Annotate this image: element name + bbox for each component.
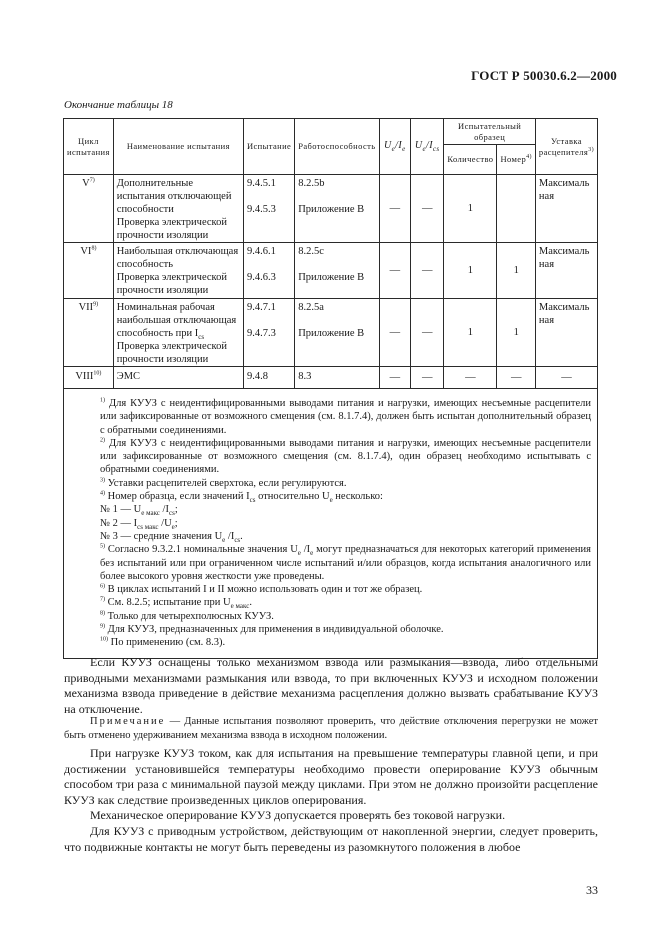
footnote-4-sample-3: № 3 — средние значения $U_e$ $/I_{cs}$.	[100, 530, 243, 545]
footnote-6: $^{6)}$ В циклах испытаний I и II можно использовать один и тот же образец.	[100, 583, 423, 596]
table-row	[64, 299, 598, 367]
footnote-5: $^{5)}$ Согласно 9.3.2.1 номинальные значения $U_e$ $/I_e$ могут предназначаться для некоторых категорий применения без испытаний или при ограниченном числе испытаний и/или образцов, когда испытания аналогичного или более высокого уровня жесткости уже проведены.	[100, 543, 591, 582]
body-paragraphs	[64, 746, 598, 855]
col-samples: Испытательный образец	[444, 119, 536, 145]
ui-cell: —	[411, 175, 444, 243]
footnote-7: $^{7)}$ См. 8.2.5; испытание при $U_{e макс}$.	[100, 596, 252, 611]
standard-header: ГОСТ Р 50030.6.2—2000	[471, 68, 617, 83]
count-cell: 1	[444, 243, 497, 299]
table-caption: Окончание таблицы 18	[64, 99, 173, 111]
footnote-4-sample-2: № 2 — $I_{cs макс}$ $/U_e$;	[100, 517, 178, 531]
release-cell: Максимальная	[535, 243, 597, 299]
name-cell: Дополнительные испытания отключающей способности Проверка электрической прочности изоляции	[113, 175, 243, 243]
count-cell: 1	[444, 175, 497, 243]
cycle-cell: VIII$^{10)}$	[64, 367, 114, 389]
col-ui-icu: $U_e/I_{cs}$	[411, 119, 444, 175]
table-18	[63, 118, 598, 659]
body-paragraph-2: При нагрузке КУУЗ током, как для испытания на превышение температуры главной цепи, и при достижении установившейся температуры необходимо провести оперирование КУУЗ обычным способом три раза с минимальной паузой между циклами. При этом не должно произойти расцепление КУУЗ как следствие произведенных циклов оперирования.	[64, 746, 598, 807]
ue-cell: —	[379, 299, 411, 367]
body-paragraph-1: Если КУУЗ оснащены только механизмом взвода или размыкания—взвода, либо отдельными приводными механизмами размыкания или взвода, то при включенных КУУЗ и исходном положении механизма взвода приведение в действие механизма расцепления должно вызвать срабатывание КУУЗ на отключение.	[64, 655, 598, 716]
test-cell: 9.4.6.1 9.4.6.3	[243, 243, 294, 299]
cycle-cell: VII$^{9)}$	[64, 299, 114, 367]
table-row	[64, 175, 598, 243]
name-cell: Наибольшая отключающая способность Проверка электрической прочности изоляции	[113, 243, 243, 299]
ue-cell: —	[379, 243, 411, 299]
footnote-4-sample-1: № 1 — $U_{e макс}$ $/I_{cs}$;	[100, 504, 178, 518]
col-name: Наименование испытания	[113, 119, 243, 175]
ui-cell: —	[411, 243, 444, 299]
footnote-4: $^{4)}$ Номер образца, если значений $I_{cs}$ относительно $U_e$ несколько:	[100, 490, 383, 505]
footnote-1: $^{1)}$ Для КУУЗ с неидентифицированными выводами питания и нагрузки, имеющих несъемные расцепители или зафиксированные от возможного смещения (см. 8.1.7.4), должен быть испытан дополнительный образец с обратными соединениями.	[100, 397, 592, 436]
footnote-10: $^{10)}$ По применению (см. 8.3).	[100, 636, 226, 649]
count-cell: 1	[444, 299, 497, 367]
work-cell: 8.2.5a Приложение В	[295, 299, 379, 367]
number-cell: 1	[497, 299, 535, 367]
release-cell: Максимальная	[535, 299, 597, 367]
col-count: Количество	[444, 145, 497, 175]
name-cell: ЭМС	[113, 367, 243, 389]
release-cell: —	[535, 367, 597, 389]
col-cycle: Цикл испытания	[64, 119, 114, 175]
count-cell: —	[444, 367, 497, 389]
col-number: Номер$^{4)}$	[497, 145, 535, 175]
col-test: Испытание	[243, 119, 294, 175]
test-cell: 9.4.7.1 9.4.7.3	[243, 299, 294, 367]
footnote-2: $^{2)}$ Для КУУЗ с неидентифицированными выводами питания и нагрузки, имеющих несъемные расцепители или зафиксированные от возможного смещения (см. 8.1.7.4), один образец необходимо испытывать с обратными соединениями.	[100, 437, 592, 476]
col-ue-ie: $U_e/I_e$	[379, 119, 411, 175]
table-header-row	[64, 119, 598, 145]
body-paragraph-4: Для КУУЗ с приводным устройством, действующим от накопленной энергии, следует проверить, что подвижные контакты не могут быть переведены из разомкнутого положения в любое	[64, 823, 598, 854]
ue-cell: —	[379, 367, 411, 389]
release-cell: Максимальная	[535, 175, 597, 243]
page-number: 33	[586, 883, 598, 897]
ui-cell: —	[411, 299, 444, 367]
table-row	[64, 243, 598, 299]
table-notes	[64, 389, 598, 659]
number-cell	[497, 175, 535, 243]
table-notes-row	[64, 389, 598, 659]
work-cell: 8.2.5b Приложение В	[295, 175, 379, 243]
number-cell: —	[497, 367, 535, 389]
cycle-cell: VI$^{8)}$	[64, 243, 114, 299]
footnote-8: $^{8)}$ Только для четырехполюсных КУУЗ.	[100, 610, 274, 622]
footnote-9: $^{9)}$ Для КУУЗ, предназначенных для применения в индивидуальной оболочке.	[100, 623, 444, 636]
test-cell: 9.4.5.1 9.4.5.3	[243, 175, 294, 243]
footnote-3: $^{3)}$ Уставки расцепителей сверхтока, если регулируются.	[100, 477, 347, 489]
table-row	[64, 367, 598, 389]
cycle-cell: $V^{7)}$	[64, 175, 114, 243]
number-cell: 1	[497, 243, 535, 299]
ue-cell: —	[379, 175, 411, 243]
name-cell: Номинальная рабочая наибольшая отключающая способность при $I_{cs}$ Проверка электрической прочности изоляции	[113, 299, 243, 367]
col-release: Уставка расцепителя$^{3)}$	[535, 119, 597, 175]
note-label: Примечание	[90, 716, 166, 727]
ui-cell: —	[411, 367, 444, 389]
work-cell: 8.3	[295, 367, 379, 389]
test-cell: 9.4.8	[243, 367, 294, 389]
body-paragraph-3: Механическое оперирование КУУЗ допускается проверять без токовой нагрузки.	[90, 808, 506, 823]
col-work: Работоспособность	[295, 119, 379, 175]
body-note: Примечание — Данные испытания позволяют проверить, что действие отключения перегрузки не может быть отменено удерживанием механизма взвода в исходном положении.	[64, 716, 598, 741]
work-cell: 8.2.5c Приложение В	[295, 243, 379, 299]
